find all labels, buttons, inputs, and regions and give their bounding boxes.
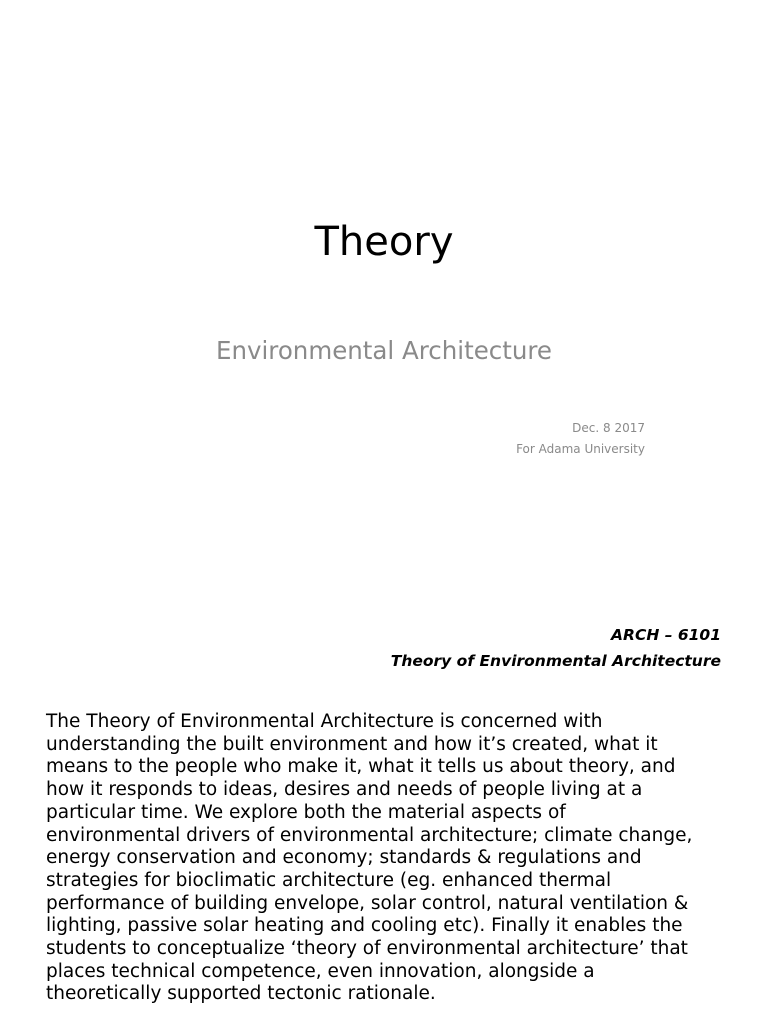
page-subtitle: Environmental Architecture — [215, 336, 553, 365]
course-name: Theory of Environmental Architecture — [390, 652, 721, 670]
meta-block — [516, 418, 645, 460]
course-description — [46, 711, 726, 1006]
course-code: ARCH – 6101 — [611, 626, 721, 644]
description-line: particular time. We explore both the material aspects of — [46, 801, 566, 823]
course-heading — [391, 622, 721, 674]
description-line: performance of building envelope, solar control, natural ventilation & — [46, 892, 689, 914]
description-line: The Theory of Environmental Architecture is concerned with — [46, 711, 603, 732]
description-line: means to the people who make it, what it tells us about theory, and — [46, 756, 676, 778]
description-line: environmental drivers of environmental architecture; climate change, — [46, 824, 693, 846]
description-line: energy conservation and economy; standards & regulations and — [46, 847, 642, 869]
description-line: places technical competence, even innovation, alongside a — [46, 960, 595, 982]
description-line: lighting, passive solar heating and cooling etc). Finally it enables the — [46, 915, 683, 937]
date-text: Dec. 8 2017 — [572, 421, 645, 435]
description-line: theoretically supported tectonic rationale. — [46, 983, 436, 1005]
page-title: Theory — [314, 219, 454, 265]
description-line: how it responds to ideas, desires and needs of people living at a — [46, 779, 643, 801]
description-line: students to conceptualize ‘theory of environmental architecture’ that — [46, 938, 688, 960]
description-line: understanding the built environment and how it’s created, what it — [46, 733, 658, 755]
description-line: strategies for bioclimatic architecture (eg. enhanced thermal — [46, 869, 612, 891]
institution-text: For Adama University — [516, 442, 645, 456]
